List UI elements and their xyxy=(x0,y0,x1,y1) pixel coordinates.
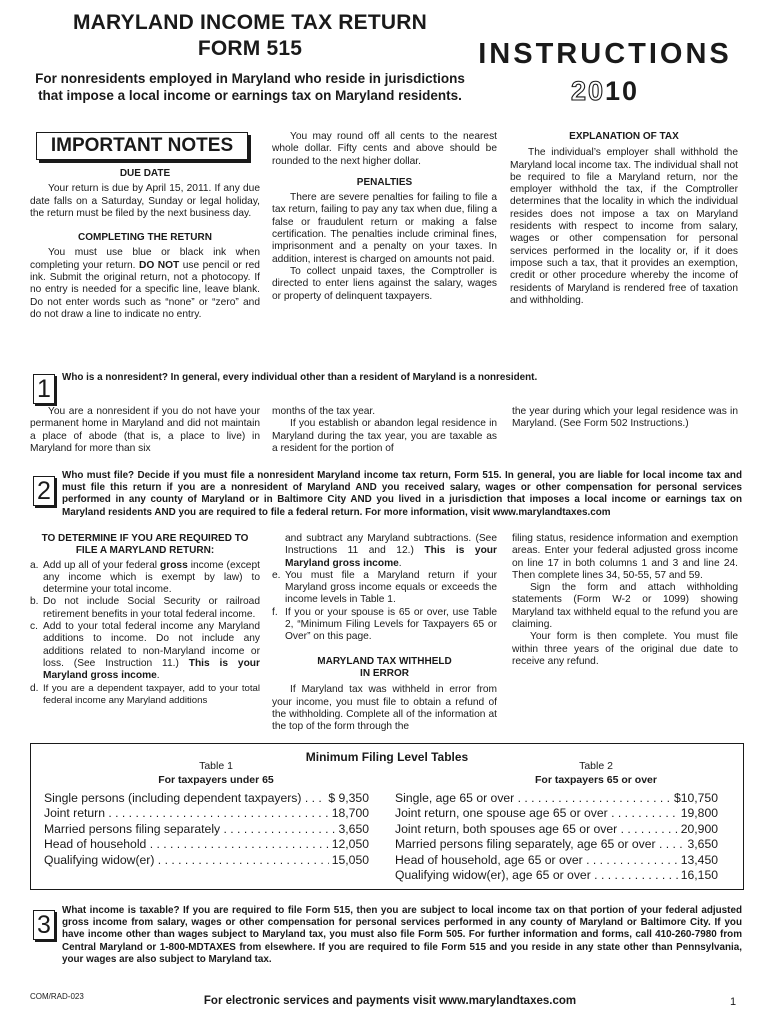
due-date-heading: DUE DATE xyxy=(119,168,171,179)
explanation-text: The individual’s employer shall withhold the Maryland local income tax. The individual shall not be required to file a Maryland return, nor the employer withhold the tax, if the Comptroller determines that the locality in which the individual resides does not impose a tax on Maryland residents with respect to income from salary, wages or other compensation for personal services performed in the locality or, if it does impose such a tax, that it provides an exemption, credit or other procedure whereby the income of residents of Maryland is rendered free of taxation and withholding. xyxy=(510,147,738,306)
table2-head xyxy=(471,759,721,787)
table-row xyxy=(44,791,369,806)
section-1-heading xyxy=(62,372,742,384)
table-row-amount: 3,650 xyxy=(338,821,369,836)
table2 xyxy=(395,791,718,883)
section-2-col1 xyxy=(30,533,260,707)
table-row xyxy=(395,853,718,868)
completing-text xyxy=(30,247,260,321)
item-a-text-1: Add up all of your federal xyxy=(43,559,158,571)
table-row-amount: $ 9,350 xyxy=(328,791,369,805)
penalties-text-2: To collect unpaid taxes, the Comptroller is directed to enter liens against the salary, wages or property of delinquent taxpayers. xyxy=(272,265,497,302)
col3-a: filing status, residence information and exemption areas. Enter your federal adjusted gross income on line 17 in both columns 1 and 3 and line 24. Then complete lines 34, 50-55, 57 and 59. xyxy=(512,533,738,581)
rounding-text: You may round off all cents to the nearest whole dollar. Fifty cents and above should be rounded to the next higher dollar. xyxy=(272,131,497,167)
item-d-label: d. xyxy=(30,682,39,694)
item-d xyxy=(30,683,260,708)
item-b-label: b. xyxy=(30,596,39,608)
section-3-number: 3 xyxy=(33,910,55,940)
table-row-amount: 3,650 xyxy=(687,837,718,852)
item-b xyxy=(30,596,260,621)
item-a-text-2: income (except any income which is exempt by law) to determine your total income. xyxy=(43,559,260,596)
table1-name: Table 1 xyxy=(199,760,233,772)
important-notes-title: IMPORTANT NOTES xyxy=(36,132,248,160)
item-a-bold: gross xyxy=(160,559,188,571)
table-row-amount: 20,900 xyxy=(680,821,718,836)
completing-do-not: DO NOT xyxy=(138,259,180,271)
item-e xyxy=(272,570,497,607)
section-1-heading-bold: Who is a nonresident? xyxy=(62,372,168,383)
notes-column-2 xyxy=(272,131,497,303)
item-c-text-1: Add to your total federal income any Maryland additions to income. Do not include any additions related to non-Maryland income or loss. (See Instruction 11.) xyxy=(43,621,260,669)
table1-sub: For taxpayers under 65 xyxy=(158,774,274,786)
table-row-amount: 12,050 xyxy=(331,837,369,852)
notes-column-3 xyxy=(510,131,738,307)
withheld-heading: MARYLAND TAX WITHHELD IN ERROR xyxy=(317,655,452,679)
item-c-bold: This is your Maryland gross income xyxy=(43,657,260,682)
due-date-text: Your return is due by April 15, 2011. If any due date falls on a Saturday, Sunday or legal holiday, the return must be filed by the next business day. xyxy=(30,183,260,219)
table1 xyxy=(44,791,369,868)
item-f xyxy=(272,607,497,644)
section-2-number: 2 xyxy=(33,476,55,506)
tax-year xyxy=(460,76,750,107)
footer-note: For electronic services and payments visit www.marylandtaxes.com xyxy=(203,995,577,1007)
explanation-heading: EXPLANATION OF TAX xyxy=(569,131,679,142)
completing-heading: COMPLETING THE RETURN xyxy=(78,232,212,244)
col2-cont-bold: This is your Maryland gross income xyxy=(285,545,497,569)
withheld-text: If Maryland tax was withheld in error from your income, you must file to obtain a refund of the withholding. Complete all of the information at the top of the form through the xyxy=(272,684,497,733)
form-title-line2: FORM 515 xyxy=(197,37,303,60)
col3-b: Sign the form and attach withholding statements (Form W-2 or 1099) showing Maryland tax withheld equal to the refund you are claiming. xyxy=(512,582,738,631)
section-1-col2-b: If you establish or abandon legal residence in Maryland during the tax year, you are taxable as a resident for the portion of xyxy=(272,418,497,454)
section-1-heading-text: In general, every individual other than a resident of Maryland is a nonresident. xyxy=(170,372,538,383)
item-a-label: a. xyxy=(30,559,39,571)
section-2-heading-text: Decide if you must file a nonresident Maryland income tax return, Form 515. In general, you are liable for local income tax and must file this return if you are a nonresident of Maryland AND you received salary, wages or other compensation for personal services performed in any county of Maryland or in Baltimore City AND you lived in a jurisdiction that imposes a local income or earnings tax on Maryland residents AND you are required to file a federal return. For more information, visit www.marylandtaxes.com xyxy=(62,470,742,518)
section-2-col2 xyxy=(272,533,497,733)
col2-cont-text: and subtract any Maryland subtractions. (See Instructions 11 and 12.) xyxy=(285,533,497,557)
item-c xyxy=(30,621,260,682)
form-subtitle: For nonresidents employed in Maryland who reside in jurisdictions that impose a local income or earnings tax on Maryland residents. xyxy=(35,71,465,103)
page-number: 1 xyxy=(730,996,737,1008)
table-row xyxy=(44,853,369,868)
table-row xyxy=(395,837,718,852)
notes-column-1 xyxy=(30,168,260,321)
penalties-text-1: There are severe penalties for failing to file a tax return, failing to pay any tax when due, filing a false or fraudulent return or making a false certification. The penalties include criminal fines, imprisonment and a penalty on your taxes. In addition, interest is charged on amounts not paid. xyxy=(272,192,497,265)
table2-sub: For taxpayers 65 or over xyxy=(535,774,657,786)
completing-text-1: You must use blue or black ink when completing your return. xyxy=(30,247,260,271)
form-title-line1: MARYLAND INCOME TAX RETURN xyxy=(72,11,428,34)
section-2-col3 xyxy=(512,533,738,668)
item-f-label: f. xyxy=(272,606,278,618)
table-row-amount: $10,750 xyxy=(673,791,718,805)
table-row-amount: 18,700 xyxy=(331,806,369,821)
table-row xyxy=(44,822,369,837)
table-row-label: Joint return, one spouse age 65 or over . . . xyxy=(395,806,678,821)
determine-heading: TO DETERMINE IF YOU ARE REQUIRED TO FILE A MARYLAND RETURN: xyxy=(41,533,249,557)
item-c-label: c. xyxy=(30,621,38,633)
instructions-heading: INSTRUCTIONS xyxy=(478,38,732,70)
section-2-heading-bold: Who must file? xyxy=(62,470,135,481)
section-3-heading xyxy=(62,905,742,966)
table-row-label: Qualifying widow(er), age 65 or over . . . xyxy=(395,868,678,883)
section-1-col2-a: months of the tax year. xyxy=(272,406,376,417)
section-2-heading xyxy=(62,470,742,519)
completing-text-2: use pencil or red ink. Submit the original return, not a photocopy. If no entry is needed for a specific line, leave blank. Do not enter words such as “none” or “zero” and do not draw a line to indicate no entry. xyxy=(30,259,260,320)
table-row xyxy=(395,868,718,883)
col3-c: Your form is then complete. You must file within three years of the original due date to receive any refund. xyxy=(512,631,738,667)
section-3-heading-bold: What income is taxable? xyxy=(62,905,180,916)
tax-year-solid: 10 xyxy=(605,76,640,106)
table-row-amount: 13,450 xyxy=(680,852,718,867)
item-a-text xyxy=(43,560,260,597)
tax-year-outline: 20 xyxy=(570,76,605,106)
section-1-number: 1 xyxy=(33,374,55,404)
section-1-col1: You are a nonresident if you do not have your permanent home in Maryland and did not maintain a place of abode (that is, a place to live) in Maryland for more than six xyxy=(30,406,260,454)
item-c-text: Add to your total federal income any Maryland additions to income. Do not include any additions related to non-Maryland income or loss. (See Instruction 11.) This is your Maryland gross income. xyxy=(43,621,260,682)
table2-name: Table 2 xyxy=(579,760,613,772)
table-row-label: Married persons filing separately, age 65 or over . . . xyxy=(395,837,685,852)
filing-level-tables xyxy=(30,743,744,890)
table-row-label: Single, age 65 or over . . . xyxy=(395,791,671,806)
table-row xyxy=(395,822,718,837)
form-code: COM/RAD-023 xyxy=(30,992,84,1001)
table-row-label: Joint return . . . xyxy=(44,806,329,821)
item-e-label: e. xyxy=(272,569,281,581)
table1-head xyxy=(91,759,341,787)
table-row-amount: 19,800 xyxy=(680,806,718,821)
table-row xyxy=(44,806,369,821)
table-row-label: Qualifying widow(er) . . . xyxy=(44,853,329,868)
penalties-heading: PENALTIES xyxy=(356,176,413,188)
table-row xyxy=(395,791,718,806)
table-row-label: Married persons filing separately . . . xyxy=(44,822,336,837)
table-row-label: Head of household, age 65 or over . . . xyxy=(395,853,678,868)
item-f-text: If you or your spouse is 65 or over, use Table 2, “Minimum Filing Levels for Taxpayers 65 or Over” on this page. xyxy=(285,606,497,643)
table-row xyxy=(395,806,718,821)
table-row-label: Joint return, both spouses age 65 or over . . . xyxy=(395,822,678,837)
item-e-text: You must file a Maryland return if your Maryland gross income equals or exceeds the income levels in Table 1. xyxy=(285,569,497,606)
section-1-col2 xyxy=(272,406,497,455)
item-b-text: Do not include Social Security or railroad retirement benefits in your total federal income. xyxy=(43,596,260,620)
item-d-text: If you are a dependent taxpayer, add to your total federal income any Maryland additions xyxy=(43,682,260,706)
item-a xyxy=(30,560,260,597)
section-1-col3: the year during which your legal residence was in Maryland. (See Form 502 Instructions.) xyxy=(512,406,738,430)
table-row xyxy=(44,837,369,852)
table-row-label: Single persons (including dependent taxpayers) . . . xyxy=(44,791,325,806)
table-row-amount: 16,150 xyxy=(680,868,718,883)
col2-cont: and subtract any Maryland subtractions. (See Instructions 11 and 12.) This is your Maryland gross income. xyxy=(285,533,497,569)
table-row-amount: 15,050 xyxy=(331,852,369,867)
tables-title: Minimum Filing Level Tables xyxy=(305,750,469,764)
section-3-heading-text: If you are required to file Form 515, then you are subject to local income tax on that portion of your federal adjusted gross income from salary, wages or other compensation for personal services performed in any county of Maryland or Baltimore City. If you have income other than wages subject to Maryland tax, you must also file Form 505. For further information and forms, call 410-260-7980 from Central Maryland or 1-800-MDTAXES from elsewhere. If you are required to file Form 515 and you reside in any state other than Pennsylvania, your wages are also subject to Maryland tax. xyxy=(62,905,742,965)
table-row-label: Head of household . . . xyxy=(44,837,329,852)
form-title xyxy=(30,10,470,62)
